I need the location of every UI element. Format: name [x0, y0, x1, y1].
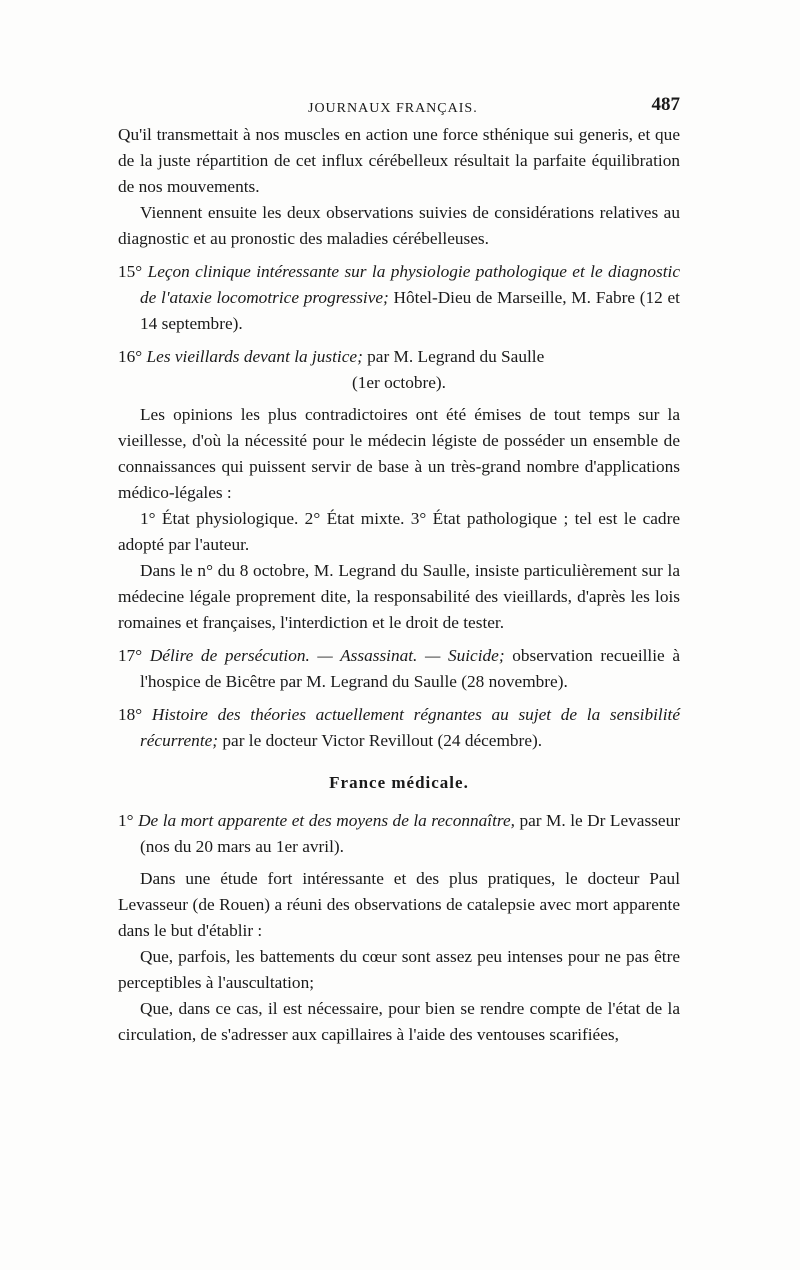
- paragraph-levasseur-2: Que, parfois, les battements du cœur sont assez peu intenses pour ne pas être perceptibles à l'auscultation;: [118, 947, 680, 992]
- page-number: 487: [651, 94, 680, 115]
- list-item-16: [118, 344, 680, 370]
- paragraph-continuation: Qu'il transmettait à nos muscles en action une force sthénique sui generis, et que de la juste répartition de cet influx cérébelleux résultait la parfaite équilibration de nos mouvements.: [118, 125, 680, 196]
- paragraph-levasseur-3: Que, dans ce cas, il est nécessaire, pour bien se rendre compte de l'état de la circulation, de s'adresser aux capillaires à l'aide des ventouses scarifiées,: [118, 999, 680, 1044]
- paragraph-legrand-3: Dans le n° du 8 octobre, M. Legrand du Saulle, insiste particulièrement sur la médecine légale proprement dite, la responsabilité des vieillards, d'après les lois romaines et françaises, l'interdiction et le droit de tester.: [118, 561, 680, 632]
- item-number: 17°: [118, 646, 143, 665]
- item-title: Leçon clinique intéressante sur la physiologie pathologique et le diagnostic de l'ataxie locomotrice progressive;: [140, 262, 680, 307]
- paragraph-legrand-1: Les opinions les plus contradictoires ont été émises de tout temps sur la vieillesse, d'où la nécessité pour le médecin légiste de posséder un ensemble de connaissances qui puissent servir de base à un très-grand nombre d'applications médico-légales :: [118, 405, 680, 502]
- item-title: Histoire des théories actuellement régnantes au sujet de la sensibilité récurrente;: [140, 705, 680, 750]
- paragraph-legrand-2: 1° État physiologique. 2° État mixte. 3° État pathologique ; tel est le cadre adopté par l'auteur.: [118, 509, 680, 554]
- paragraph-observations: Viennent ensuite les deux observations suivies de considérations relatives au diagnostic et au pronostic des maladies cérébelleuses.: [118, 203, 680, 248]
- running-head: [118, 92, 680, 122]
- running-title: JOURNAUX FRANÇAIS.: [308, 101, 478, 116]
- list-item-18: [118, 702, 680, 754]
- item-details: Hôtel-Dieu de Marseille, M. Fabre (12 et 14 septembre).: [140, 288, 680, 333]
- item-number: 15°: [118, 262, 143, 281]
- list-item-17: [118, 643, 680, 695]
- item-title: De la mort apparente et des moyens de la reconnaître,: [138, 811, 515, 830]
- item-date: (1er octobre).: [351, 373, 447, 392]
- item-details: par M. le Dr Levasseur (nos du 20 mars au 1er avril).: [140, 811, 680, 856]
- list-item-france-1: [118, 808, 680, 860]
- document-page: [118, 92, 680, 1048]
- item-details: par le docteur Victor Revillout (24 décembre).: [222, 731, 543, 750]
- item-number: 1°: [118, 811, 134, 830]
- item-number: 16°: [118, 347, 143, 366]
- item-title: Les vieillards devant la justice;: [146, 347, 363, 366]
- item-details: observation recueillie à l'hospice de Bicêtre par M. Legrand du Saulle (28 novembre).: [140, 646, 680, 691]
- paragraph-levasseur-1: Dans une étude fort intéressante et des plus pratiques, le docteur Paul Levasseur (de Rouen) a réuni des observations de catalepsie avec mort apparente dans le but d'établir :: [118, 869, 680, 940]
- item-title: Délire de persécution. — Assassinat. — Suicide;: [149, 646, 505, 665]
- section-title: France médicale.: [329, 773, 469, 792]
- list-item-15: [118, 259, 680, 337]
- item-number: 18°: [118, 705, 143, 724]
- item-details: par M. Legrand du Saulle: [367, 347, 545, 366]
